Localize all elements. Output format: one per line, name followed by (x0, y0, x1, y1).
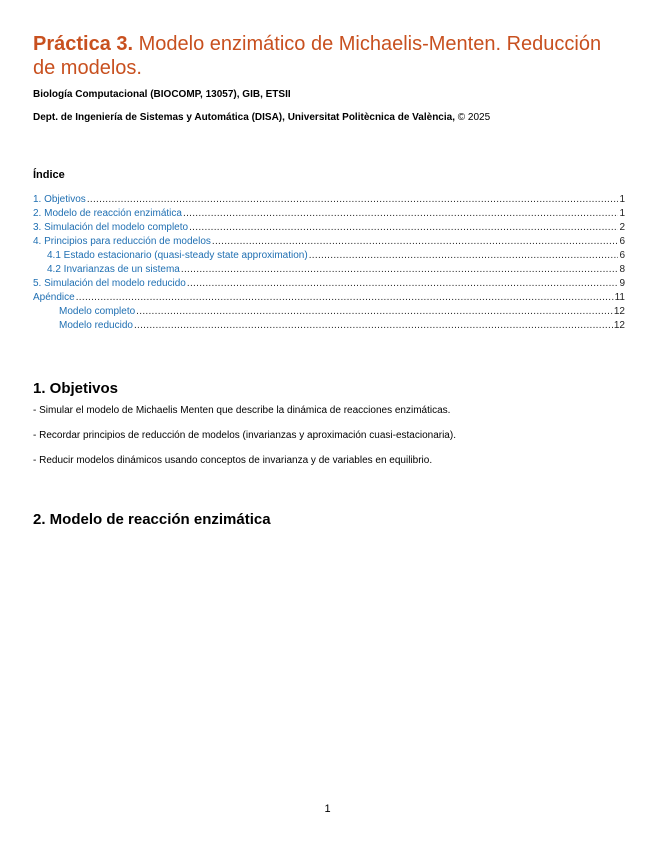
title-text: Modelo enzimático de Michaelis-Menten. Reducción de modelos. (33, 33, 602, 79)
toc-link[interactable]: 4. Principios para reducción de modelos (33, 236, 211, 247)
toc-item-modelo-reducido[interactable] (33, 319, 625, 333)
toc-leader (212, 235, 619, 249)
document-page (33, 32, 625, 333)
toc-link[interactable]: 3. Simulación del modelo completo (33, 222, 189, 233)
toc-link[interactable]: 1. Objetivos (33, 194, 86, 205)
affiliation-text: Dept. de Ingeniería de Sistemas y Automática (DISA), Universitat Politècnica de València, (33, 112, 455, 123)
toc-page: 8 (619, 264, 625, 275)
toc-page: 6 (619, 236, 625, 247)
toc-link[interactable]: 5. Simulación del modelo reducido (33, 278, 186, 289)
toc-link[interactable]: Modelo completo (59, 306, 136, 317)
section-heading-modelo-reaccion: 2. Modelo de reacción enzimática (33, 511, 271, 528)
toc-page: 12 (613, 306, 625, 317)
toc-leader (189, 221, 618, 235)
toc-leader (181, 263, 619, 277)
toc-link[interactable]: Apéndice (33, 292, 75, 303)
copyright-text: © 2025 (455, 112, 491, 123)
toc-page: 2 (619, 222, 625, 233)
section-heading-objetivos: 1. Objetivos (33, 380, 119, 397)
toc-item-objetivos[interactable] (33, 193, 625, 207)
objective-item: - Reducir modelos dinámicos usando conceptos de invarianza y de variables en equilibrio. (33, 455, 433, 466)
toc-leader (134, 319, 613, 333)
table-of-contents (33, 193, 625, 333)
toc-link[interactable]: Modelo reducido (59, 320, 133, 331)
toc-page: 1 (619, 208, 625, 219)
toc-page: 1 (619, 194, 625, 205)
course-subtitle: Biología Computacional (BIOCOMP, 13057), GIB, ETSII (33, 89, 291, 100)
toc-page: 6 (619, 250, 625, 261)
toc-leader (183, 207, 618, 221)
toc-item-modelo-completo[interactable] (33, 305, 625, 319)
toc-link[interactable]: 4.1 Estado estacionario (quasi-steady state approximation) (47, 250, 308, 261)
toc-page: 11 (614, 292, 625, 303)
toc-item-modelo-reaccion[interactable] (33, 207, 625, 221)
toc-leader (87, 193, 619, 207)
affiliation-line (33, 112, 625, 123)
toc-item-simulacion-completo[interactable] (33, 221, 625, 235)
objective-item: - Recordar principios de reducción de modelos (invarianzas y aproximación cuasi-estacionaria). (33, 430, 456, 441)
document-title (33, 32, 625, 80)
toc-link[interactable]: 4.2 Invarianzas de un sistema (47, 264, 180, 275)
toc-item-invarianzas[interactable] (33, 263, 625, 277)
toc-leader (187, 277, 619, 291)
toc-page: 12 (613, 320, 625, 331)
toc-item-simulacion-reducido[interactable] (33, 277, 625, 291)
toc-item-principios[interactable] (33, 235, 625, 249)
toc-leader (136, 305, 613, 319)
toc-page: 9 (619, 278, 625, 289)
toc-leader (309, 249, 619, 263)
toc-link[interactable]: 2. Modelo de reacción enzimática (33, 208, 182, 219)
title-prefix: Práctica 3. (33, 33, 134, 55)
toc-heading: Índice (33, 169, 65, 181)
page-number: 1 (324, 803, 331, 815)
toc-item-apendice[interactable] (33, 291, 625, 305)
objective-item: - Simular el modelo de Michaelis Menten que describe la dinámica de reacciones enzimáticas. (33, 405, 451, 416)
toc-leader (76, 291, 614, 305)
toc-item-estado-estacionario[interactable] (33, 249, 625, 263)
